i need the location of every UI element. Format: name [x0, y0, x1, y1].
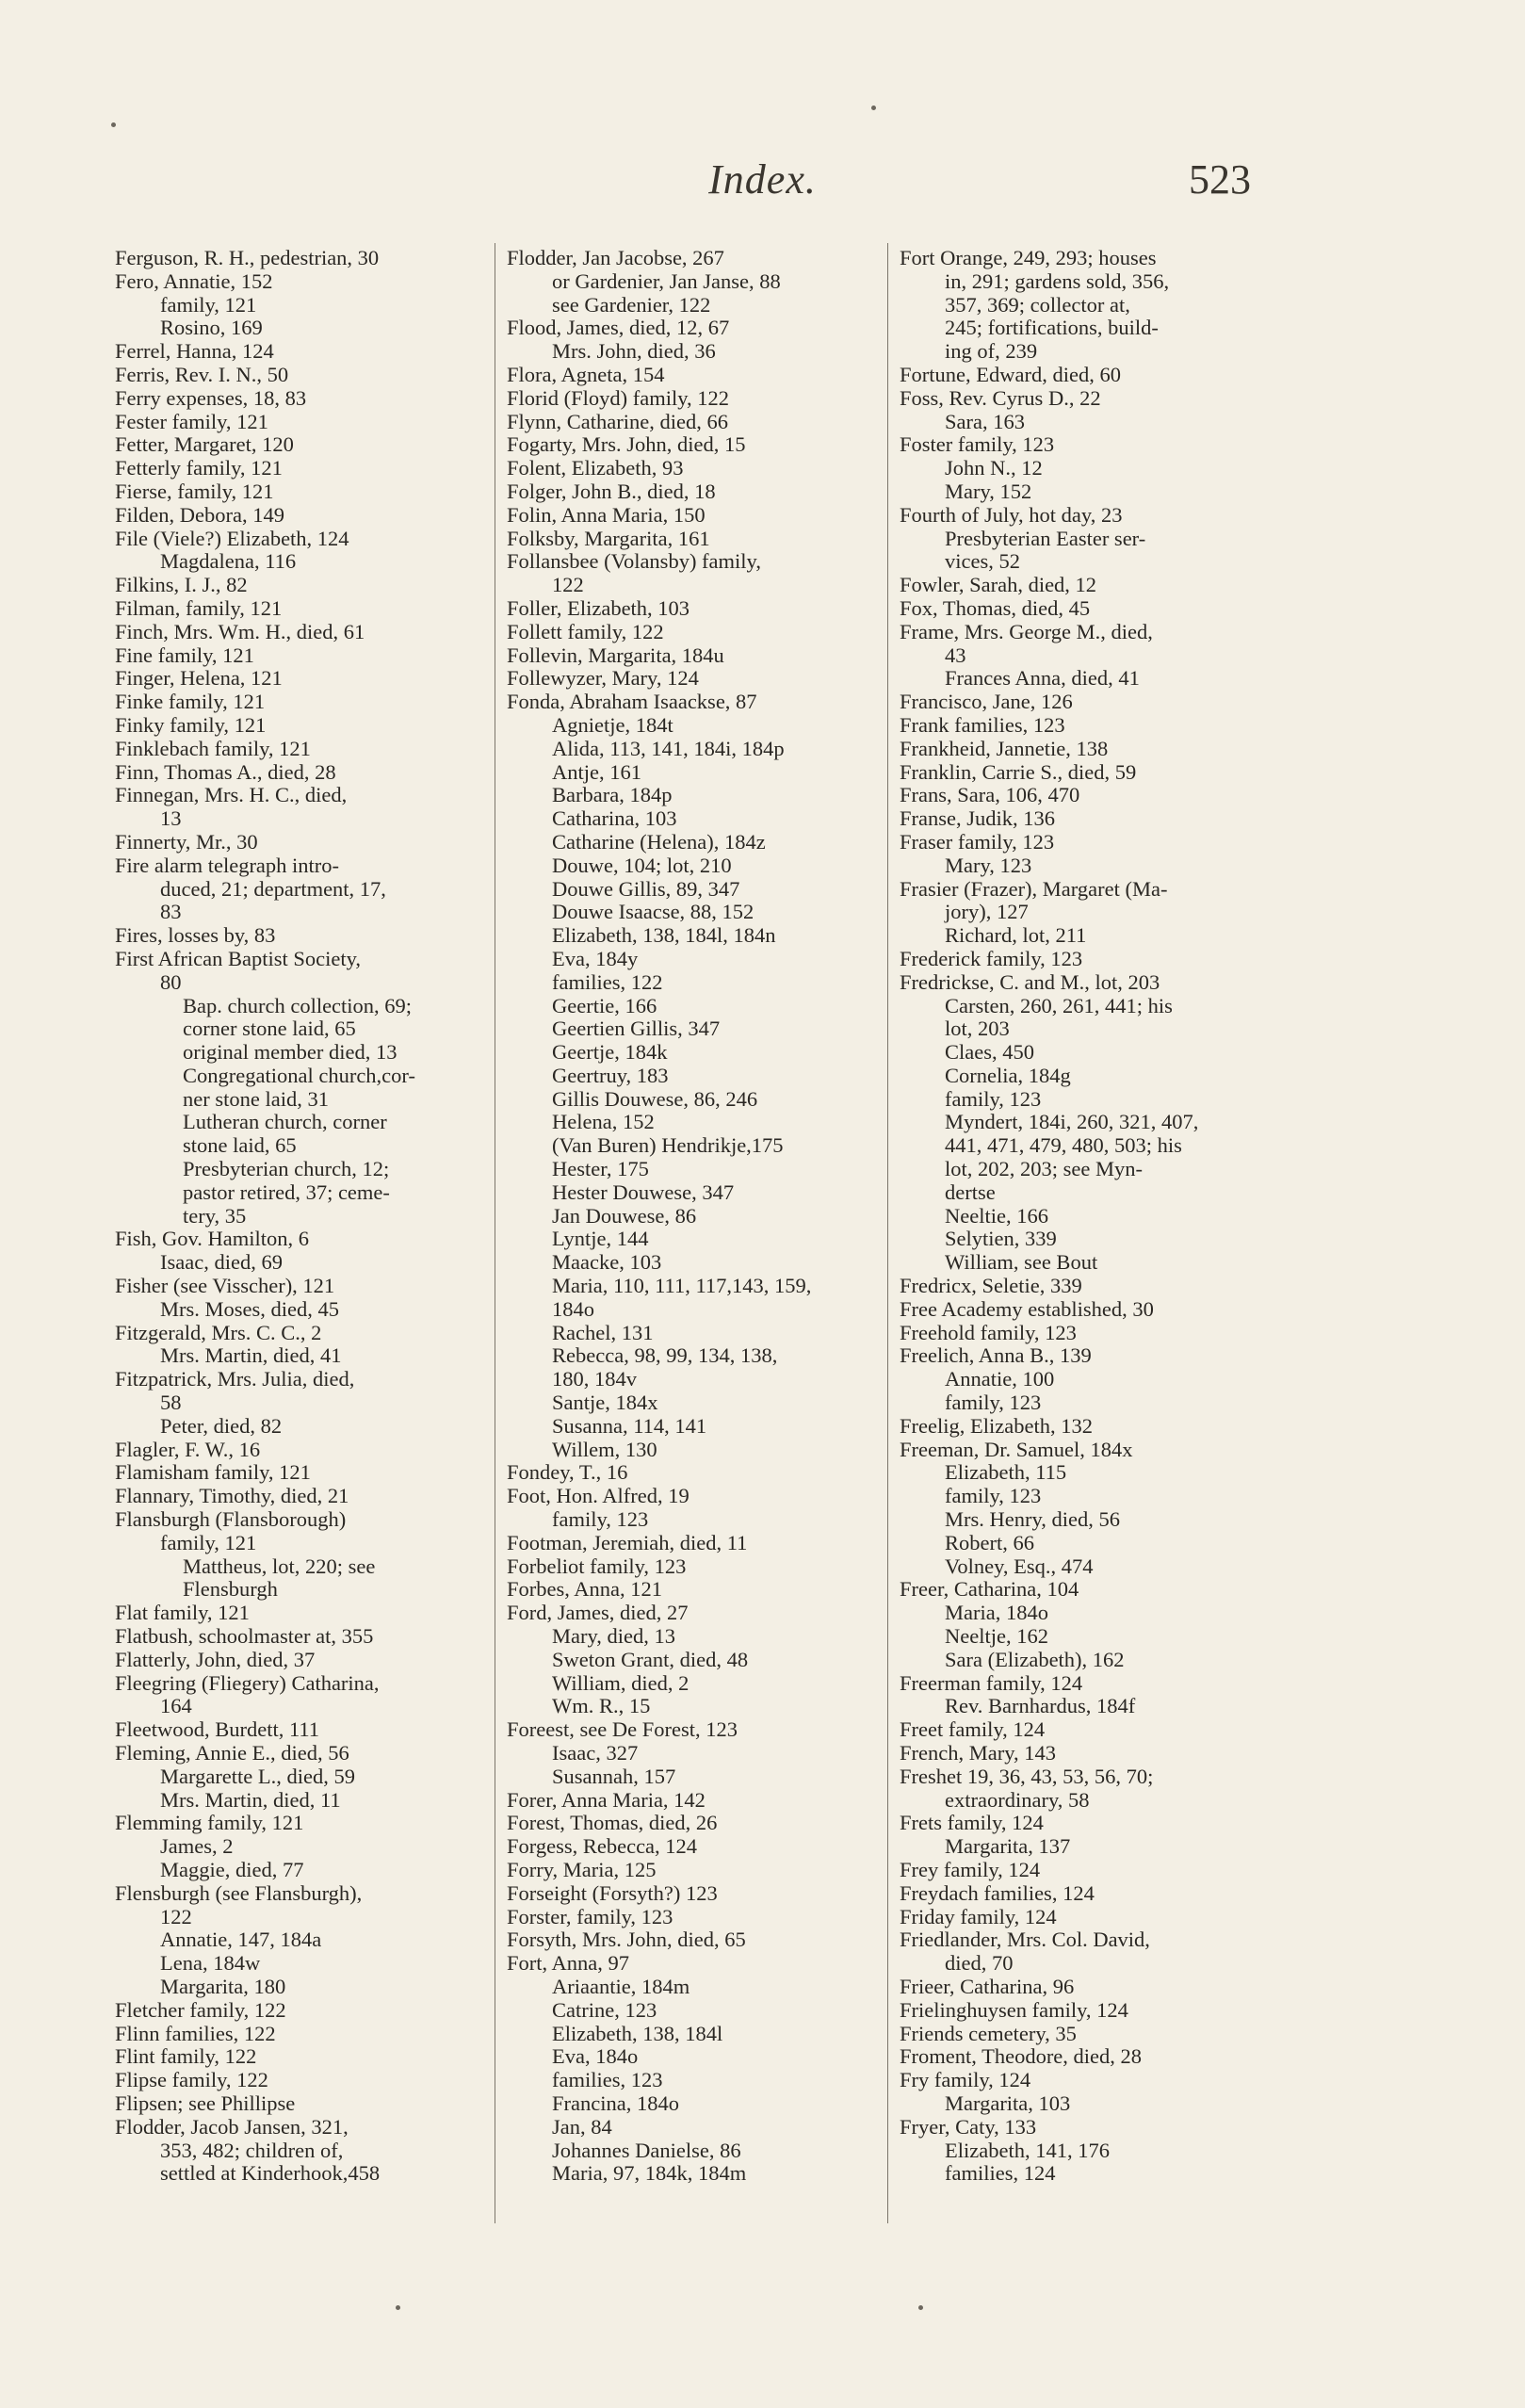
index-subentry: Lena, 184w: [160, 1951, 261, 1976]
index-subentry: Rebecca, 98, 99, 134, 138,: [552, 1343, 778, 1368]
paper-speck: [396, 2305, 400, 2310]
index-subentry: Sara, 163: [945, 409, 1025, 433]
index-entry: Freet family, 124: [900, 1717, 1046, 1742]
index-subentry: extraordinary, 58: [945, 1787, 1090, 1812]
index-subentry: Elizabeth, 115: [945, 1460, 1067, 1485]
index-entry: Freer, Catharina, 104: [900, 1577, 1079, 1602]
index-subentry: ner stone laid, 31: [183, 1086, 329, 1111]
index-subentry: Sweton Grant, died, 48: [552, 1647, 749, 1671]
index-subentry: Mrs. John, died, 36: [552, 339, 716, 364]
index-subentry: settled at Kinderhook,458: [160, 2161, 381, 2186]
index-subentry: Antje, 161: [552, 759, 641, 784]
index-subentry: Frances Anna, died, 41: [945, 666, 1140, 691]
index-entry: Flipse family, 122: [115, 2068, 268, 2092]
index-subentry: Volney, Esq., 474: [945, 1554, 1094, 1578]
index-entry: Finch, Mrs. Wm. H., died, 61: [115, 619, 365, 643]
index-column-1: [115, 247, 492, 2186]
index-subentry: 245; fortifications, build-: [945, 316, 1159, 340]
index-subentry: 13: [160, 806, 182, 831]
index-entry: Ford, James, died, 27: [507, 1601, 689, 1625]
index-entry: Fort Orange, 249, 293; houses: [900, 246, 1157, 269]
index-subentry: family, 121: [160, 292, 257, 317]
index-entry: Fero, Annatie, 152: [115, 268, 273, 293]
index-entry: Fleming, Annie E., died, 56: [115, 1741, 349, 1765]
index-subentry: Sara (Elizabeth), 162: [945, 1647, 1125, 1671]
index-entry: Ferry expenses, 18, 83: [115, 385, 307, 410]
paper-speck: [871, 106, 876, 110]
index-subentry: 83: [160, 900, 182, 924]
index-entry: Florid (Floyd) family, 122: [507, 385, 730, 410]
index-entry: Frey family, 124: [900, 1857, 1041, 1881]
index-subentry: Mary, died, 13: [552, 1624, 676, 1649]
index-entry: Finke family, 121: [115, 690, 266, 714]
index-subentry: vices, 52: [945, 549, 1020, 574]
index-subentry: Annatie, 100: [945, 1367, 1055, 1391]
index-subentry: ing of, 239: [945, 339, 1038, 364]
index-entry: Fortune, Edward, died, 60: [900, 362, 1121, 386]
index-entry: French, Mary, 143: [900, 1741, 1057, 1765]
index-subentry: Alida, 113, 141, 184i, 184p: [552, 736, 785, 760]
index-entry: Flinn families, 122: [115, 2021, 276, 2045]
index-subentry: Elizabeth, 138, 184l, 184n: [552, 923, 776, 948]
index-entry: Fowler, Sarah, died, 12: [900, 573, 1097, 597]
index-subentry: Eva, 184y: [552, 946, 639, 970]
index-subentry: Francina, 184o: [552, 2091, 679, 2115]
index-subentry: Margarita, 180: [160, 1974, 286, 1998]
index-entry: Follansbee (Volansby) family,: [507, 549, 761, 574]
index-subentry: see Gardenier, 122: [552, 292, 711, 317]
index-entry: Fryer, Caty, 133: [900, 2114, 1037, 2139]
index-subentry: Rev. Barnhardus, 184f: [945, 1694, 1136, 1718]
index-entry: Forest, Thomas, died, 26: [507, 1811, 718, 1835]
index-entry: Forgess, Rebecca, 124: [507, 1834, 698, 1859]
index-entry: Fitzgerald, Mrs. C. C., 2: [115, 1320, 322, 1344]
index-entry: Ferris, Rev. I. N., 50: [115, 362, 289, 386]
index-subentry: Peter, died, 82: [160, 1413, 283, 1438]
index-subentry: corner stone laid, 65: [183, 1017, 356, 1041]
index-subentry: Maria, 184o: [945, 1601, 1048, 1625]
index-entry: Foss, Rev. Cyrus D., 22: [900, 385, 1101, 410]
index-subentry: Eva, 184o: [552, 2044, 639, 2069]
index-subentry: (Van Buren) Hendrikje,175: [552, 1133, 784, 1158]
index-subentry: 164: [160, 1694, 192, 1718]
index-entry: Fredricx, Seletie, 339: [900, 1274, 1082, 1298]
index-subentry: Catharine (Helena), 184z: [552, 829, 766, 854]
index-subentry: Ariaantie, 184m: [552, 1974, 690, 1998]
index-subentry: Magdalena, 116: [160, 549, 297, 574]
index-subentry: Richard, lot, 211: [945, 923, 1087, 948]
index-entry: Fires, losses by, 83: [115, 923, 276, 948]
index-subentry: James, 2: [160, 1834, 234, 1859]
index-subentry: Jan, 84: [552, 2114, 612, 2139]
index-entry: Frank families, 123: [900, 712, 1065, 737]
index-entry: Freelig, Elizabeth, 132: [900, 1413, 1093, 1438]
index-entry: Flynn, Catharine, died, 66: [507, 409, 728, 433]
index-subentry: Douwe, 104; lot, 210: [552, 853, 732, 877]
index-subentry: Geertruy, 183: [552, 1063, 669, 1087]
index-subentry: family, 123: [945, 1391, 1042, 1415]
index-entry: Fry family, 124: [900, 2068, 1031, 2092]
index-entry: Fort, Anna, 97: [507, 1951, 630, 1976]
index-subentry: Margarita, 103: [945, 2091, 1071, 2115]
index-entry: Fetter, Margaret, 120: [115, 432, 294, 457]
index-subentry: Douwe Gillis, 89, 347: [552, 876, 740, 901]
index-subentry: died, 70: [945, 1951, 1014, 1976]
index-subentry: tery, 35: [183, 1203, 247, 1228]
index-entry: Flat family, 121: [115, 1601, 250, 1625]
index-entry: Flodder, Jan Jacobse, 267: [507, 246, 724, 269]
page-number: 523: [1189, 156, 1251, 203]
index-entry: Freeman, Dr. Samuel, 184x: [900, 1437, 1133, 1461]
index-entry: Flamisham family, 121: [115, 1460, 311, 1485]
running-header-title: Index.: [708, 156, 817, 203]
index-subentry: Lyntje, 144: [552, 1227, 649, 1251]
index-subentry: Myndert, 184i, 260, 321, 407,: [945, 1110, 1199, 1134]
index-subentry: duced, 21; department, 17,: [160, 876, 386, 901]
index-subentry: Mrs. Henry, died, 56: [945, 1507, 1121, 1532]
index-entry: Foot, Hon. Alfred, 19: [507, 1484, 689, 1508]
index-entry: Fletcher family, 122: [115, 1997, 286, 2022]
index-subentry: Claes, 450: [945, 1040, 1034, 1065]
index-subentry: family, 123: [945, 1086, 1042, 1111]
index-entry: Friends cemetery, 35: [900, 2021, 1077, 2045]
index-column-2: [507, 247, 887, 2186]
column-divider: [887, 243, 888, 2223]
index-subentry: Isaac, 327: [552, 1741, 639, 1765]
index-subentry: original member died, 13: [183, 1040, 397, 1065]
index-entry: Flemming family, 121: [115, 1811, 304, 1835]
index-entry: Flipsen; see Phillipse: [115, 2091, 296, 2115]
index-subentry: 441, 471, 479, 480, 503; his: [945, 1133, 1182, 1158]
index-subentry: Maria, 97, 184k, 184m: [552, 2161, 747, 2186]
index-entry: Follett family, 122: [507, 619, 664, 643]
index-subentry: John N., 12: [945, 456, 1043, 480]
index-subentry: Presbyterian Easter ser-: [945, 526, 1146, 550]
index-entry: Froment, Theodore, died, 28: [900, 2044, 1143, 2069]
index-subentry: Elizabeth, 138, 184l: [552, 2021, 723, 2045]
index-entry: Fetterly family, 121: [115, 456, 283, 480]
index-subentry: family, 121: [160, 1530, 257, 1554]
index-entry: Flint family, 122: [115, 2044, 257, 2069]
index-entry: Flora, Agneta, 154: [507, 362, 665, 386]
index-subentry: 122: [552, 573, 584, 597]
index-subentry: Lutheran church, corner: [183, 1110, 387, 1134]
index-entry: Frederick family, 123: [900, 946, 1083, 970]
index-entry: Franklin, Carrie S., died, 59: [900, 759, 1137, 784]
index-entry: Finnerty, Mr., 30: [115, 829, 258, 854]
index-entry: Fine family, 121: [115, 643, 254, 667]
index-entry: Finky family, 121: [115, 712, 267, 737]
index-subentry: dertse: [945, 1180, 996, 1204]
index-entry: Fitzpatrick, Mrs. Julia, died,: [115, 1367, 355, 1391]
index-subentry: Gillis Douwese, 86, 246: [552, 1086, 758, 1111]
index-entry: Fox, Thomas, died, 45: [900, 595, 1091, 620]
index-subentry: family, 123: [552, 1507, 649, 1532]
index-subentry: Johannes Danielse, 86: [552, 2138, 741, 2162]
index-entry: Flannary, Timothy, died, 21: [115, 1484, 349, 1508]
index-entry: Fourth of July, hot day, 23: [900, 502, 1123, 527]
index-entry: Frieer, Catharina, 96: [900, 1974, 1075, 1998]
index-subentry: Douwe Isaacse, 88, 152: [552, 900, 754, 924]
index-entry: Folksby, Margarita, 161: [507, 526, 710, 550]
index-subentry: Maria, 110, 111, 117,143, 159,: [552, 1274, 812, 1298]
index-subentry: Maggie, died, 77: [160, 1857, 304, 1881]
index-subentry: Catrine, 123: [552, 1997, 657, 2022]
index-subentry: Elizabeth, 141, 176: [945, 2138, 1110, 2162]
index-subentry: lot, 203: [945, 1017, 1010, 1041]
index-subentry: 122: [160, 1904, 192, 1928]
index-subentry: 353, 482; children of,: [160, 2138, 344, 2162]
index-subentry: stone laid, 65: [183, 1133, 297, 1158]
index-entry: Fleetwood, Burdett, 111: [115, 1717, 320, 1742]
index-entry: Finklebach family, 121: [115, 736, 311, 760]
index-column-3: [900, 247, 1276, 2186]
index-subentry: Margarette L., died, 59: [160, 1764, 356, 1788]
index-entry: Filman, family, 121: [115, 595, 283, 620]
paper-speck: [918, 2305, 923, 2310]
index-entry: Freelich, Anna B., 139: [900, 1343, 1092, 1368]
index-entry: Forbeliot family, 123: [507, 1554, 687, 1578]
index-subentry: Santje, 184x: [552, 1391, 658, 1415]
index-subentry: families, 122: [552, 969, 663, 994]
index-subentry: Wm. R., 15: [552, 1694, 651, 1718]
index-entry: Finn, Thomas A., died, 28: [115, 759, 336, 784]
index-entry: Fleegring (Fliegery) Catharina,: [115, 1670, 380, 1695]
index-entry: Folent, Elizabeth, 93: [507, 456, 684, 480]
index-subentry: William, died, 2: [552, 1670, 689, 1695]
index-entry: Folger, John B., died, 18: [507, 479, 716, 503]
index-entry: Flatterly, John, died, 37: [115, 1647, 316, 1671]
index-subentry: Helena, 152: [552, 1110, 655, 1134]
index-entry: Fogarty, Mrs. John, died, 15: [507, 432, 746, 457]
index-entry: Freehold family, 123: [900, 1320, 1077, 1344]
index-subentry: Maacke, 103: [552, 1250, 662, 1275]
index-subentry: Margarita, 137: [945, 1834, 1071, 1859]
index-subentry: 357, 369; collector at,: [945, 292, 1130, 317]
index-entry: Frankheid, Jannetie, 138: [900, 736, 1109, 760]
index-entry: Frans, Sara, 106, 470: [900, 783, 1080, 807]
index-subentry: Selytien, 339: [945, 1227, 1057, 1251]
index-entry: Friday family, 124: [900, 1904, 1057, 1928]
index-entry: Frielinghuysen family, 124: [900, 1997, 1128, 2022]
index-entry: Frets family, 124: [900, 1811, 1044, 1835]
index-subentry: Susannah, 157: [552, 1764, 676, 1788]
index-entry: File (Viele?) Elizabeth, 124: [115, 526, 349, 550]
index-subentry: Mary, 123: [945, 853, 1032, 877]
index-subentry: Presbyterian church, 12;: [183, 1157, 390, 1181]
index-entry: Foster family, 123: [900, 432, 1055, 457]
index-entry: Filkins, I. J., 82: [115, 573, 248, 597]
index-subentry: Congregational church,cor-: [183, 1063, 415, 1087]
index-entry: Filden, Debora, 149: [115, 502, 284, 527]
index-entry: Forry, Maria, 125: [507, 1857, 657, 1881]
index-entry: Franse, Judik, 136: [900, 806, 1055, 831]
index-entry: Fierse, family, 121: [115, 479, 274, 503]
index-subentry: Geertie, 166: [552, 993, 657, 1017]
index-subentry: Bap. church collection, 69;: [183, 993, 413, 1017]
index-entry: Free Academy established, 30: [900, 1296, 1154, 1321]
index-entry: Fraser family, 123: [900, 829, 1055, 854]
index-entry: Forbes, Anna, 121: [507, 1577, 662, 1602]
index-entry: Follewyzer, Mary, 124: [507, 666, 699, 691]
index-entry: Fonda, Abraham Isaackse, 87: [507, 690, 757, 714]
index-subentry: Isaac, died, 69: [160, 1250, 283, 1275]
index-entry: Forsyth, Mrs. John, died, 65: [507, 1928, 746, 1952]
index-entry: Flagler, F. W., 16: [115, 1437, 261, 1461]
index-entry: Folin, Anna Maria, 150: [507, 502, 706, 527]
paper-speck: [111, 122, 116, 127]
index-subentry: jory), 127: [945, 900, 1029, 924]
index-entry: Flood, James, died, 12, 67: [507, 316, 730, 340]
index-subentry: Barbara, 184p: [552, 783, 673, 807]
index-subentry: William, see Bout: [945, 1250, 1098, 1275]
index-entry: Follevin, Margarita, 184u: [507, 643, 724, 667]
index-entry: Forseight (Forsyth?) 123: [507, 1880, 718, 1905]
index-subentry: Mrs. Martin, died, 41: [160, 1343, 342, 1368]
index-subentry: Susanna, 114, 141: [552, 1413, 707, 1438]
index-subentry: 184o: [552, 1296, 594, 1321]
index-subentry: 180, 184v: [552, 1367, 637, 1391]
index-entry: Frasier (Frazer), Margaret (Ma-: [900, 876, 1168, 901]
index-entry: Fisher (see Visscher), 121: [115, 1274, 335, 1298]
index-entry: Finger, Helena, 121: [115, 666, 283, 691]
index-subentry: lot, 202, 203; see Myn-: [945, 1157, 1143, 1181]
index-entry: Finnegan, Mrs. H. C., died,: [115, 783, 348, 807]
index-subentry: Agnietje, 184t: [552, 712, 673, 737]
index-subentry: Geertje, 184k: [552, 1040, 668, 1065]
index-subentry: Mattheus, lot, 220; see: [183, 1554, 376, 1578]
index-entry: Forer, Anna Maria, 142: [507, 1787, 706, 1812]
index-entry: Flatbush, schoolmaster at, 355: [115, 1624, 374, 1649]
index-subentry: 58: [160, 1391, 182, 1415]
index-subentry: Rosino, 169: [160, 316, 263, 340]
index-subentry: Flensburgh: [183, 1577, 278, 1602]
index-subentry: Jan Douwese, 86: [552, 1203, 697, 1228]
index-subentry: Mary, 152: [945, 479, 1032, 503]
index-subentry: families, 124: [945, 2161, 1056, 2186]
index-entry: Foller, Elizabeth, 103: [507, 595, 690, 620]
index-subentry: Mrs. Moses, died, 45: [160, 1296, 339, 1321]
index-subentry: pastor retired, 37; ceme-: [183, 1180, 390, 1204]
index-entry: Foreest, see De Forest, 123: [507, 1717, 738, 1742]
index-entry: Footman, Jeremiah, died, 11: [507, 1530, 748, 1554]
index-entry: Freerman family, 124: [900, 1670, 1083, 1695]
index-subentry: Cornelia, 184g: [945, 1063, 1071, 1087]
index-subentry: Carsten, 260, 261, 441; his: [945, 993, 1173, 1017]
index-entry: First African Baptist Society,: [115, 946, 362, 970]
index-subentry: Willem, 130: [552, 1437, 657, 1461]
index-subentry: Hester, 175: [552, 1157, 649, 1181]
index-entry: Fish, Gov. Hamilton, 6: [115, 1227, 310, 1251]
index-entry: Ferguson, R. H., pedestrian, 30: [115, 246, 380, 269]
index-entry: Friedlander, Mrs. Col. David,: [900, 1928, 1150, 1952]
index-entry: Fester family, 121: [115, 409, 268, 433]
index-entry: Fredrickse, C. and M., lot, 203: [900, 969, 1160, 994]
index-subentry: Catharina, 103: [552, 806, 677, 831]
index-entry: Ferrel, Hanna, 124: [115, 339, 274, 364]
index-subentry: or Gardenier, Jan Janse, 88: [552, 268, 781, 293]
index-subentry: Neeltie, 166: [945, 1203, 1048, 1228]
index-subentry: Geertien Gillis, 347: [552, 1017, 721, 1041]
index-entry: Flodder, Jacob Jansen, 321,: [115, 2114, 349, 2139]
index-entry: Freshet 19, 36, 43, 53, 56, 70;: [900, 1764, 1154, 1788]
index-subentry: family, 123: [945, 1484, 1042, 1508]
index-subentry: Annatie, 147, 184a: [160, 1928, 322, 1952]
index-subentry: 80: [160, 969, 182, 994]
index-subentry: 43: [945, 643, 966, 667]
index-entry: Freydach families, 124: [900, 1880, 1095, 1905]
index-subentry: Rachel, 131: [552, 1320, 654, 1344]
index-entry: Flensburgh (see Flansburgh),: [115, 1880, 363, 1905]
index-entry: Fire alarm telegraph intro-: [115, 853, 340, 877]
index-entry: Francisco, Jane, 126: [900, 690, 1073, 714]
index-entry: Frame, Mrs. George M., died,: [900, 619, 1153, 643]
index-subentry: Hester Douwese, 347: [552, 1180, 735, 1204]
index-subentry: Robert, 66: [945, 1530, 1034, 1554]
index-subentry: families, 123: [552, 2068, 663, 2092]
index-entry: Flansburgh (Flansborough): [115, 1507, 347, 1532]
index-entry: Fondey, T., 16: [507, 1460, 628, 1485]
index-subentry: in, 291; gardens sold, 356,: [945, 268, 1170, 293]
index-subentry: Mrs. Martin, died, 11: [160, 1787, 341, 1812]
index-subentry: Neeltje, 162: [945, 1624, 1048, 1649]
index-entry: Forster, family, 123: [507, 1904, 673, 1928]
